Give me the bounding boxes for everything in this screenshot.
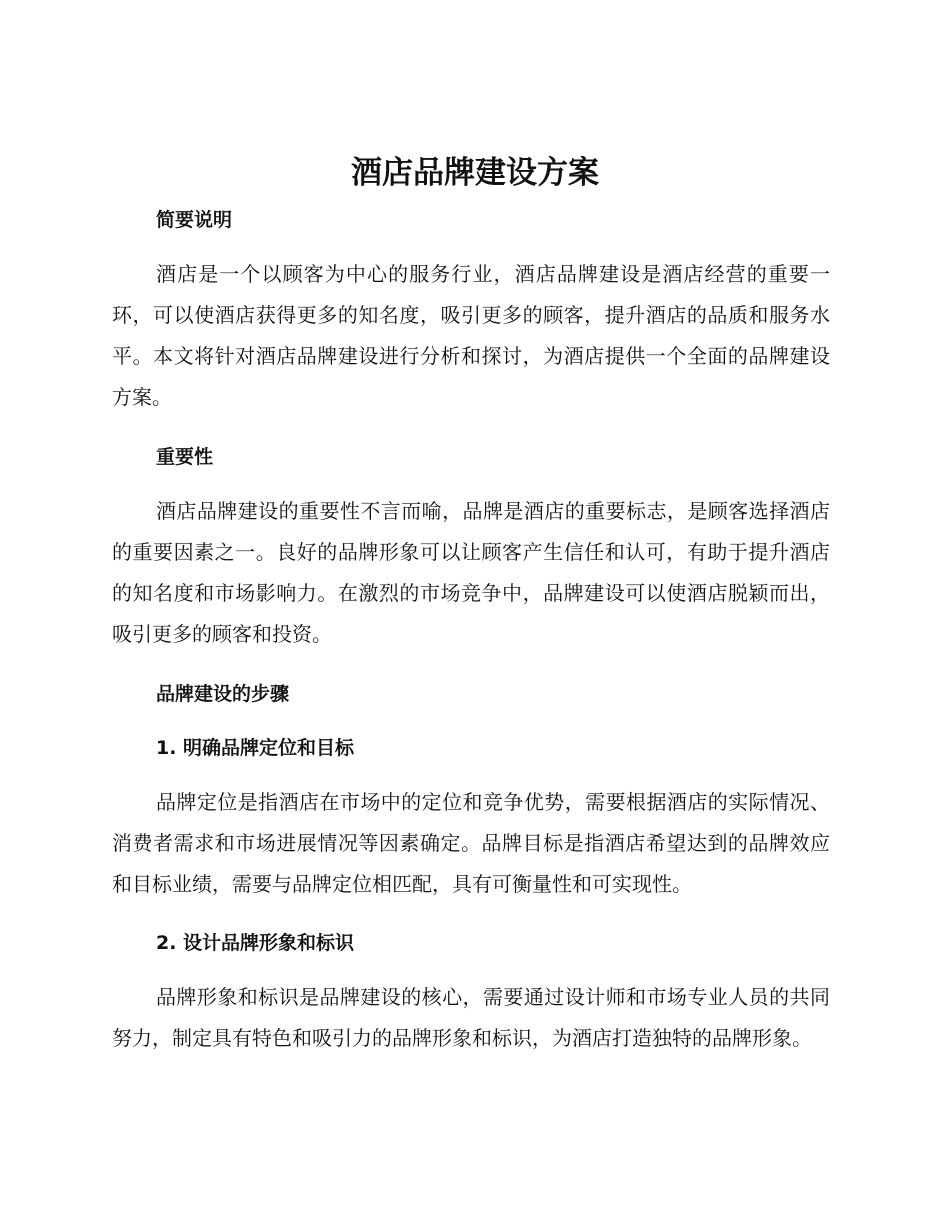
section-heading-steps: 品牌建设的步骤 <box>156 683 290 705</box>
document-title: 酒店品牌建设方案 <box>351 155 599 191</box>
section-body-summary: 酒店是一个以顾客为中心的服务行业，酒店品牌建设是酒店经营的重要一环，可以使酒店获得更多的知名度，吸引更多的顾客，提升酒店的品质和服务水平。本文将针对酒店品牌建设进行分析和探讨，为酒店提供一个全面的品牌建设方案。 <box>112 262 830 409</box>
step-heading-positioning: 1. 明确品牌定位和目标 <box>156 737 355 759</box>
step-body-positioning: 品牌定位是指酒店在市场中的定位和竞争优势，需要根据酒店的实际情况、消费者需求和市场进展情况等因素确定。品牌目标是指酒店希望达到的品牌效应和目标业绩，需要与品牌定位相匹配，具有可衡量性和可实现性。 <box>112 790 830 896</box>
section-body-importance: 酒店品牌建设的重要性不言而喻，品牌是酒店的重要标志，是顾客选择酒店的重要因素之一。良好的品牌形象可以让顾客产生信任和认可，有助于提升酒店的知名度和市场影响力。在激烈的市场竞争中，品牌建设可以使酒店脱颖而出，吸引更多的顾客和投资。 <box>112 499 830 646</box>
step-body-identity: 品牌形象和标识是品牌建设的核心，需要通过设计师和市场专业人员的共同努力，制定具有特色和吸引力的品牌形象和标识，为酒店打造独特的品牌形象。 <box>112 985 830 1050</box>
section-heading-importance: 重要性 <box>156 446 214 468</box>
step-heading-identity: 2. 设计品牌形象和标识 <box>156 932 355 954</box>
section-heading-summary: 简要说明 <box>156 209 233 231</box>
